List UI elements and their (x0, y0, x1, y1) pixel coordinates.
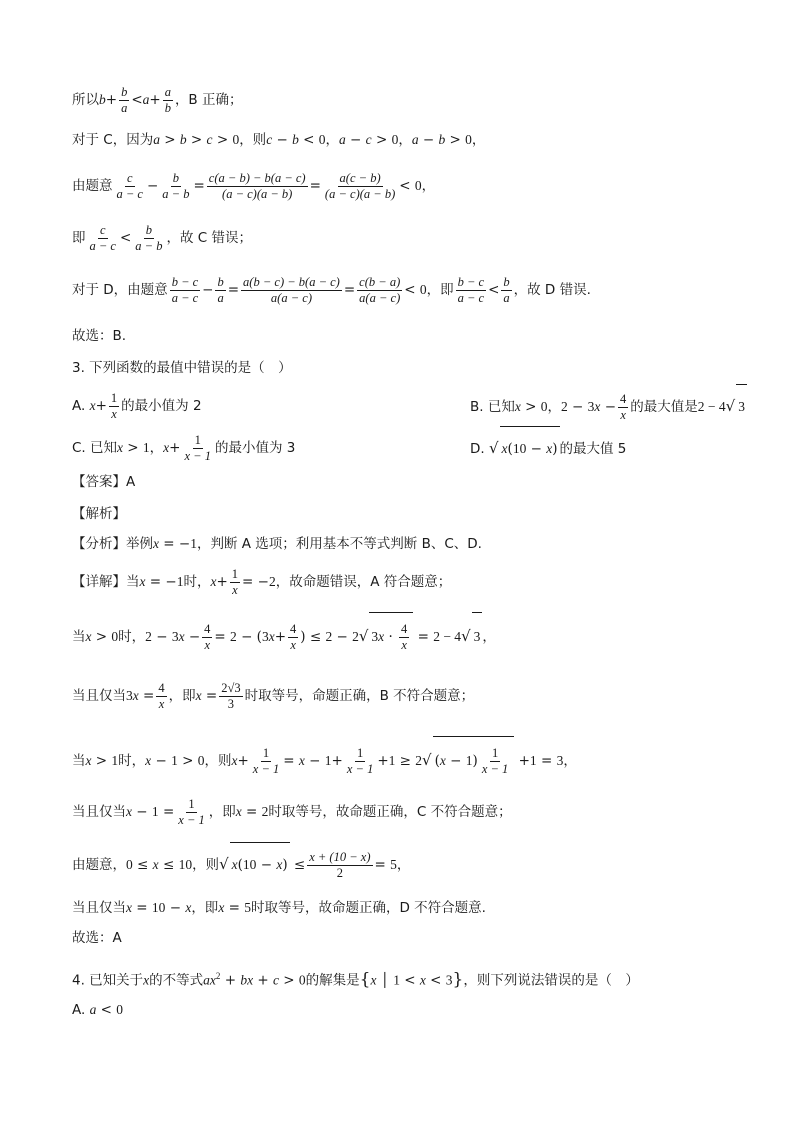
text: ， (398, 132, 412, 148)
text: ，故命题错误，A 符合题意； (275, 574, 452, 590)
question-3-stem (72, 358, 734, 378)
text: 所以 (72, 92, 99, 108)
line-c-condition: 对于 C，因为a > b > c > 0，则c − b < 0，a − c > 0，a − b > 0， (72, 132, 486, 148)
text: 当 (72, 629, 86, 645)
c-derivation-line: 当x > 1时，x − 1 > 0，则x+ $\frac{1}{x - 1}$ = x − 1+ $\frac{1}{x - 1}$ +1 ≥ 2√ (x − 1) $\frac{1}{x - 1}$ +1 = 3， (72, 736, 734, 784)
text: 时， (183, 574, 211, 590)
text: ，B 正确； (174, 92, 243, 108)
text: 4. 已知关于 (72, 972, 144, 989)
text: 时取等号，故命题正确，D 不符合题意. (250, 900, 486, 916)
option-d: D. √ x(10 − x) 的最大值 5 (470, 426, 626, 471)
question-4-option-a: A. a < 0 (72, 1002, 123, 1018)
text: 由题意 (72, 178, 113, 194)
text: 故选：B. (72, 328, 127, 344)
text: 由题意， (72, 857, 126, 873)
text: 对于 C，因为 (72, 132, 154, 148)
text: 当且仅当 (72, 804, 126, 820)
option-c: C. 已知x > 1，x+ $\frac{1}{x - 1}$ 的最小值为 3 (72, 433, 296, 463)
line-d-derivation: 对于 D，由题意 $\frac{b - c}{a - c}$ − $\frac{b}{a}$ = $\frac{a(b - c) - b(a - c)}{a(a - c)}$ = $\frac{c(b - a)}{a(a - c)}$ < 0，即 $\frac{b - c}{a - c}$ < $\frac{b}{a}$ ，故 D 错误. (72, 275, 591, 305)
text: ，则 (192, 857, 220, 873)
text: ， (396, 857, 411, 873)
text: ，故 C 错误； (166, 230, 252, 246)
text: 的最小值为 3 (214, 440, 296, 456)
text: ，则 (239, 132, 267, 148)
b-derivation-line: 当x > 0时，2 − 3x − $\frac{4}{x}$ = 2 − (3x+ $\frac{4}{x}$ ) ≤ 2 − 2√ 3x · $\frac{4}{x}$ = 2 − 4√ 3 ， (72, 612, 734, 660)
text: 故选：A (72, 930, 122, 946)
text: 举例 (126, 536, 153, 552)
text: 【解析】 (72, 506, 126, 522)
text: ， (149, 440, 164, 456)
text: 当且仅当 (72, 688, 126, 704)
text: 对于 D，由题意 (72, 282, 168, 298)
line-b-correct: 所以b+ $\frac{b}{a}$ <a+ $\frac{a}{b}$ ，B 正确； (72, 85, 243, 115)
text: 3. 下列函数的最值中错误的是（ ） (72, 360, 292, 376)
text: ，则下列说法错误的是（ ） (463, 972, 639, 989)
text: ，判断 A 选项；利用基本不等式判断 B、C、D. (196, 536, 482, 552)
text: 当 (72, 753, 86, 769)
question-4-stem: 4. 已知关于x的不等式$ax^2$ + bx + c > 0的解集是{x │ 1 < x < 3}，则下列说法错误的是（ ） (72, 969, 639, 990)
text: ，即 (208, 804, 236, 820)
d-derivation-line: 由题意，0 ≤ x ≤ 10，则√ x(10 − x) ≤ $\frac{x + (10 - x)}{2}$ = 5， (72, 842, 734, 886)
text: C. 已知 (72, 440, 118, 456)
text: 当 (126, 574, 140, 590)
text: ，则 (204, 753, 232, 769)
fenxi-line: 【分析】举例x = −1，判断 A 选项；利用基本不等式判断 B、C、D. (72, 536, 482, 552)
line-c-wrong: 即 $\frac{c}{a - c}$ < $\frac{b}{a - b}$ ，故 C 错误； (72, 223, 252, 253)
text: 时， (118, 629, 146, 645)
text: ， (325, 132, 339, 148)
text: ， (563, 753, 577, 769)
answer-value: A (126, 474, 136, 490)
question-3-options-cd (72, 426, 734, 470)
text: 【详解】 (72, 574, 126, 590)
text: 时， (118, 753, 146, 769)
text: 的最小值为 2 (121, 398, 202, 414)
line-choose-b (72, 326, 734, 346)
question-3-options-ab (72, 384, 745, 428)
text: ，即 (168, 688, 196, 704)
text: 的最大值 5 (559, 441, 627, 457)
text: 的解集是 (305, 972, 360, 989)
xiangjie-line: 【详解】当x = −1时，x+ $\frac{1}{x}$ = −2，故命题错误，A 符合题意； (72, 567, 452, 597)
text: ，故 D 错误. (513, 282, 591, 298)
text: A. (72, 1002, 90, 1018)
text: 的不等式 (149, 972, 204, 989)
answer-line (72, 472, 734, 492)
answer-tag: 【答案】 (72, 474, 126, 490)
text: ，即 (191, 900, 219, 916)
text: A. (72, 398, 90, 414)
text: D. (470, 441, 489, 457)
text: 【分析】 (72, 536, 126, 552)
text: 的最大值是 (630, 399, 698, 415)
d-equality-line: 当且仅当x = 10 − x，即x = 5时取等号，故命题正确，D 不符合题意. (72, 900, 486, 916)
c-equality-line: 当且仅当x − 1 = $\frac{1}{x - 1}$ ，即x = 2时取等号，故命题正确，C 不符合题意； (72, 797, 512, 827)
text: ，即 (426, 282, 454, 298)
text: 当且仅当 (72, 900, 126, 916)
line-c-derivation: 由题意 $\frac{c}{a - c}$ − $\frac{b}{a - b}$ = $\frac{c(a - b) - b(a - c)}{(a - c)(a - b)}$ = $\frac{a(c - b)}{(a - c)(a - b)}$ < 0， (72, 171, 436, 201)
option-a: A. x+ $\frac{1}{x}$ 的最小值为 2 (72, 391, 202, 421)
text: 时取等号，命题正确，B 不符合题意； (244, 688, 475, 704)
b-equality-line: 当且仅当3x = $\frac{4}{x}$ ，即x = $\frac{2√3}{3}$ 时取等号，命题正确，B 不符合题意； (72, 681, 475, 711)
analysis-heading (72, 504, 734, 524)
text: ， (547, 399, 562, 415)
text: ， (471, 132, 486, 148)
option-b: B. 已知x > 0，2 − 3x − $\frac{4}{x}$ 的最大值是2 − 4√ 3 (470, 384, 747, 429)
text: 即 (72, 230, 86, 246)
text: B. 已知 (470, 399, 515, 415)
line-choose-a (72, 928, 734, 948)
text: 时取等号，故命题正确，C 不符合题意； (268, 804, 512, 820)
